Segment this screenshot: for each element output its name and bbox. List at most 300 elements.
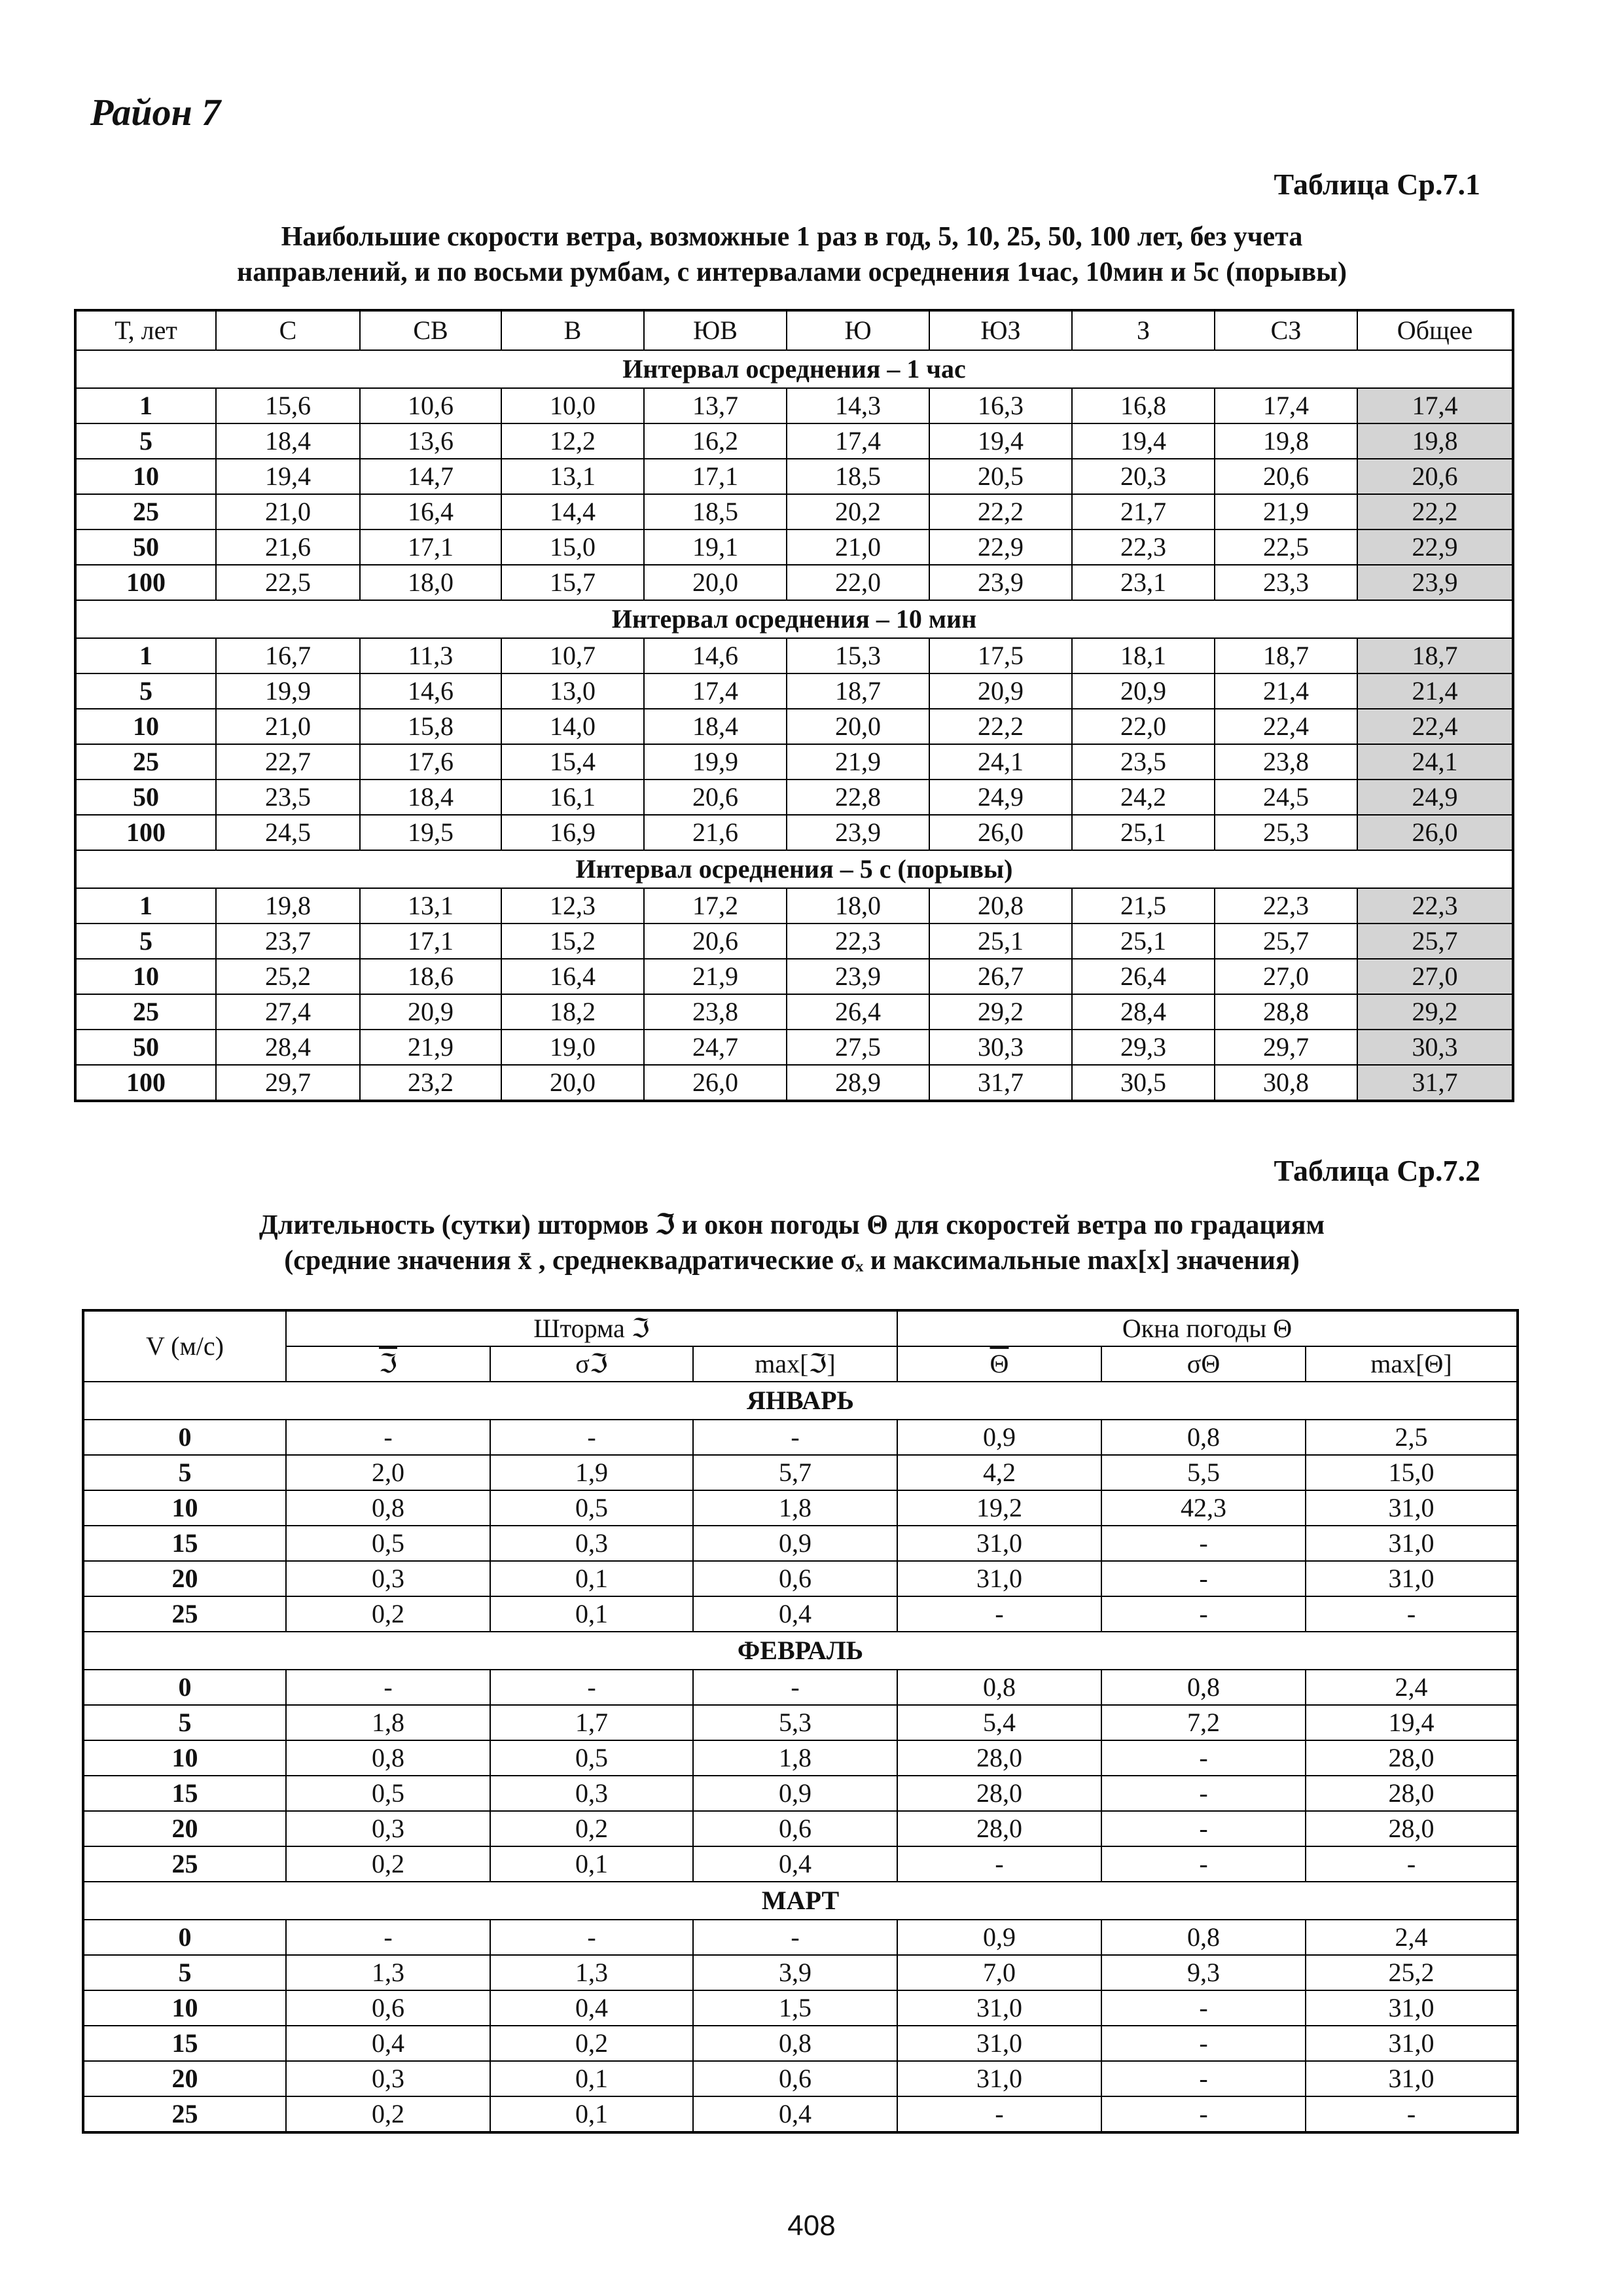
speed-cell: 24,9 [929, 780, 1072, 815]
duration-cell: - [286, 1920, 490, 1955]
speed-cell: 15,6 [216, 388, 360, 423]
duration-cell: 7,0 [897, 1955, 1101, 1990]
table1-header-row [75, 310, 1513, 350]
speed-cell: 17,6 [360, 744, 501, 780]
duration-cell: - [1101, 1740, 1306, 1776]
speed-cell: 23,5 [216, 780, 360, 815]
table-row [75, 529, 1513, 565]
speed-cell: 16,3 [929, 388, 1072, 423]
duration-cell: 31,0 [897, 2061, 1101, 2096]
storm-sigma-header: σℑ [490, 1346, 693, 1382]
storm-max-header: max[ℑ] [693, 1346, 897, 1382]
speed-cell: 30,5 [1072, 1065, 1215, 1101]
v-header: V (м/с) [83, 1310, 286, 1382]
speed-cell: 29,7 [216, 1065, 360, 1101]
period-cell: 50 [75, 780, 216, 815]
duration-cell: 0,8 [286, 1740, 490, 1776]
speed-cell: 24,5 [216, 815, 360, 850]
speed-cell: 20,6 [644, 924, 787, 959]
overall-cell: 19,8 [1357, 423, 1513, 459]
speed-cell: 27,4 [216, 994, 360, 1030]
duration-cell: 1,3 [490, 1955, 693, 1990]
speed-cell: 23,7 [216, 924, 360, 959]
table-row [75, 1030, 1513, 1065]
speed-cell: 18,7 [787, 673, 929, 709]
period-cell: 25 [75, 994, 216, 1030]
speed-cell: 22,8 [787, 780, 929, 815]
speed-cell: 18,1 [1072, 638, 1215, 673]
duration-cell: 0,2 [490, 2026, 693, 2061]
speed-cell: 17,4 [787, 423, 929, 459]
table-row [83, 2096, 1518, 2132]
speed-cell: 20,3 [1072, 459, 1215, 494]
speed-cell: 16,9 [501, 815, 644, 850]
duration-cell: 0,9 [693, 1526, 897, 1561]
duration-cell: 0,9 [897, 1420, 1101, 1455]
table-row [83, 1955, 1518, 1990]
duration-cell: - [1306, 2096, 1518, 2132]
speed-gradation-cell: 15 [83, 1526, 286, 1561]
speed-cell: 17,2 [644, 888, 787, 924]
speed-cell: 25,7 [1215, 924, 1357, 959]
table1-header-cell: В [501, 310, 644, 350]
speed-cell: 29,7 [1215, 1030, 1357, 1065]
window-max-header: max[Θ] [1306, 1346, 1518, 1382]
period-cell: 100 [75, 815, 216, 850]
section-title: Интервал осреднения – 10 мин [75, 600, 1513, 638]
duration-cell: - [1101, 1561, 1306, 1596]
table-row [75, 994, 1513, 1030]
speed-gradation-cell: 0 [83, 1420, 286, 1455]
duration-cell: 0,5 [286, 1776, 490, 1811]
speed-cell: 23,1 [1072, 565, 1215, 600]
duration-cell: 0,1 [490, 1846, 693, 1882]
speed-gradation-cell: 5 [83, 1955, 286, 1990]
duration-cell: - [693, 1670, 897, 1705]
speed-cell: 10,6 [360, 388, 501, 423]
speed-cell: 19,4 [929, 423, 1072, 459]
table-row [83, 1596, 1518, 1632]
duration-cell: - [1101, 1811, 1306, 1846]
speed-cell: 28,9 [787, 1065, 929, 1101]
speed-cell: 19,5 [360, 815, 501, 850]
table-row [75, 959, 1513, 994]
table1-header-cell: З [1072, 310, 1215, 350]
speed-cell: 17,1 [360, 529, 501, 565]
duration-cell: - [897, 1596, 1101, 1632]
speed-cell: 22,0 [787, 565, 929, 600]
period-cell: 100 [75, 565, 216, 600]
period-cell: 5 [75, 423, 216, 459]
table1-header-cell: ЮЗ [929, 310, 1072, 350]
duration-cell: 5,5 [1101, 1455, 1306, 1490]
duration-cell: 31,0 [897, 2026, 1101, 2061]
speed-cell: 18,4 [644, 709, 787, 744]
duration-cell: 28,0 [1306, 1740, 1518, 1776]
overall-cell: 21,4 [1357, 673, 1513, 709]
overall-cell: 31,7 [1357, 1065, 1513, 1101]
table1-caption-line2: направлений, и по восьми румбам, с интервалами осреднения 1час, 10мин и 5с (порывы) [237, 257, 1347, 287]
duration-cell: 2,5 [1306, 1420, 1518, 1455]
month-title: ЯНВАРЬ [83, 1382, 1518, 1420]
speed-cell: 10,7 [501, 638, 644, 673]
table-row [83, 1740, 1518, 1776]
speed-cell: 20,9 [1072, 673, 1215, 709]
speed-cell: 23,5 [1072, 744, 1215, 780]
duration-cell: 4,2 [897, 1455, 1101, 1490]
speed-cell: 29,3 [1072, 1030, 1215, 1065]
speed-cell: 13,0 [501, 673, 644, 709]
overall-cell: 17,4 [1357, 388, 1513, 423]
speed-cell: 15,2 [501, 924, 644, 959]
speed-cell: 20,9 [360, 994, 501, 1030]
duration-cell: - [1101, 1596, 1306, 1632]
speed-cell: 17,4 [644, 673, 787, 709]
duration-cell: 3,9 [693, 1955, 897, 1990]
speed-cell: 20,6 [1215, 459, 1357, 494]
duration-cell: 2,0 [286, 1455, 490, 1490]
speed-cell: 19,9 [216, 673, 360, 709]
speed-cell: 21,9 [787, 744, 929, 780]
speed-cell: 25,2 [216, 959, 360, 994]
period-cell: 25 [75, 744, 216, 780]
speed-cell: 19,9 [644, 744, 787, 780]
table2-subheader-row [83, 1346, 1518, 1382]
month-row [83, 1882, 1518, 1920]
speed-cell: 12,3 [501, 888, 644, 924]
speed-cell: 21,9 [644, 959, 787, 994]
duration-cell: 19,2 [897, 1490, 1101, 1526]
speed-cell: 16,7 [216, 638, 360, 673]
speed-cell: 14,7 [360, 459, 501, 494]
period-cell: 10 [75, 959, 216, 994]
table-row [83, 1670, 1518, 1705]
storm-mean-header: ℑ [286, 1346, 490, 1382]
month-title: МАРТ [83, 1882, 1518, 1920]
speed-cell: 28,4 [1072, 994, 1215, 1030]
speed-cell: 23,8 [1215, 744, 1357, 780]
duration-cell: 0,1 [490, 2096, 693, 2132]
table1-header-cell: Общее [1357, 310, 1513, 350]
overall-cell: 25,7 [1357, 924, 1513, 959]
speed-cell: 15,7 [501, 565, 644, 600]
duration-cell: 1,3 [286, 1955, 490, 1990]
period-cell: 50 [75, 529, 216, 565]
speed-cell: 10,0 [501, 388, 644, 423]
duration-cell: - [897, 1846, 1101, 1882]
table2-id-label: Таблица Ср.7.2 [1274, 1154, 1480, 1187]
speed-cell: 16,8 [1072, 388, 1215, 423]
duration-cell: 31,0 [897, 1561, 1101, 1596]
duration-cell: 1,8 [286, 1705, 490, 1740]
month-title: ФЕВРАЛЬ [83, 1632, 1518, 1670]
duration-cell: 31,0 [1306, 1526, 1518, 1561]
table1-section-row [75, 850, 1513, 888]
duration-cell: - [286, 1420, 490, 1455]
duration-cell: 2,4 [1306, 1670, 1518, 1705]
overall-cell: 20,6 [1357, 459, 1513, 494]
speed-gradation-cell: 20 [83, 1811, 286, 1846]
table2-caption-line2: (средние значения x̄ , среднеквадратические σₓ и максимальные max[x] значения) [284, 1246, 1300, 1276]
speed-cell: 17,1 [644, 459, 787, 494]
speed-cell: 18,0 [787, 888, 929, 924]
speed-cell: 20,9 [929, 673, 1072, 709]
speed-cell: 15,4 [501, 744, 644, 780]
duration-cell: - [1101, 1776, 1306, 1811]
duration-cell: - [1101, 2096, 1306, 2132]
table2-caption [79, 1208, 1505, 1278]
table2-caption-line1: Длительность (сутки) штормов ℑ и окон погоды Θ для скоростей ветра по градациям [259, 1210, 1325, 1240]
duration-cell: 5,7 [693, 1455, 897, 1490]
table1-id-label: Таблица Ср.7.1 [1274, 168, 1480, 201]
speed-cell: 20,0 [787, 709, 929, 744]
duration-cell: 31,0 [897, 1990, 1101, 2026]
speed-gradation-cell: 10 [83, 1740, 286, 1776]
speed-cell: 21,9 [360, 1030, 501, 1065]
table1-caption [79, 219, 1505, 290]
speed-cell: 23,9 [787, 959, 929, 994]
page-number: 408 [787, 2210, 836, 2242]
duration-cell: - [1306, 1596, 1518, 1632]
overall-cell: 22,9 [1357, 529, 1513, 565]
duration-cell: 0,2 [490, 1811, 693, 1846]
speed-cell: 31,7 [929, 1065, 1072, 1101]
duration-cell: 28,0 [897, 1811, 1101, 1846]
table1-header-cell: ЮВ [644, 310, 787, 350]
speed-cell: 19,4 [1072, 423, 1215, 459]
duration-cell: 0,6 [693, 1561, 897, 1596]
speed-cell: 13,7 [644, 388, 787, 423]
speed-cell: 13,6 [360, 423, 501, 459]
duration-cell: - [1101, 2061, 1306, 2096]
duration-cell: 0,4 [693, 1596, 897, 1632]
speed-cell: 19,8 [216, 888, 360, 924]
speed-cell: 23,8 [644, 994, 787, 1030]
speed-cell: 23,9 [929, 565, 1072, 600]
duration-cell: 0,5 [490, 1740, 693, 1776]
speed-cell: 23,2 [360, 1065, 501, 1101]
duration-cell: - [490, 1420, 693, 1455]
speed-cell: 26,7 [929, 959, 1072, 994]
speed-cell: 21,6 [644, 815, 787, 850]
speed-cell: 11,3 [360, 638, 501, 673]
speed-cell: 22,3 [1215, 888, 1357, 924]
window-header: Окна погоды Θ [897, 1310, 1518, 1346]
speed-cell: 18,2 [501, 994, 644, 1030]
speed-gradation-cell: 5 [83, 1705, 286, 1740]
duration-cell: 0,3 [286, 1561, 490, 1596]
section-title: Интервал осреднения – 1 час [75, 350, 1513, 388]
speed-cell: 19,4 [216, 459, 360, 494]
speed-cell: 25,1 [1072, 924, 1215, 959]
speed-cell: 25,1 [929, 924, 1072, 959]
duration-cell: 0,8 [1101, 1670, 1306, 1705]
duration-cell: 0,8 [1101, 1920, 1306, 1955]
speed-gradation-cell: 20 [83, 1561, 286, 1596]
table1-caption-line1: Наибольшие скорости ветра, возможные 1 раз в год, 5, 10, 25, 50, 100 лет, без учета [281, 222, 1303, 252]
speed-cell: 22,3 [1072, 529, 1215, 565]
speed-gradation-cell: 10 [83, 1990, 286, 2026]
duration-cell: 28,0 [1306, 1776, 1518, 1811]
speed-cell: 24,7 [644, 1030, 787, 1065]
speed-cell: 20,8 [929, 888, 1072, 924]
duration-cell: 31,0 [1306, 1990, 1518, 2026]
duration-cell: 0,8 [1101, 1420, 1306, 1455]
speed-cell: 20,0 [644, 565, 787, 600]
table-row [75, 744, 1513, 780]
speed-cell: 22,5 [216, 565, 360, 600]
speed-cell: 22,9 [929, 529, 1072, 565]
duration-cell: 5,4 [897, 1705, 1101, 1740]
speed-cell: 17,1 [360, 924, 501, 959]
table1-section-row [75, 350, 1513, 388]
duration-cell: 25,2 [1306, 1955, 1518, 1990]
overall-cell: 26,0 [1357, 815, 1513, 850]
period-cell: 1 [75, 888, 216, 924]
duration-cell: 0,3 [490, 1776, 693, 1811]
speed-cell: 21,6 [216, 529, 360, 565]
overall-cell: 30,3 [1357, 1030, 1513, 1065]
speed-cell: 30,3 [929, 1030, 1072, 1065]
duration-cell: 2,4 [1306, 1920, 1518, 1955]
table-row [75, 815, 1513, 850]
overall-cell: 29,2 [1357, 994, 1513, 1030]
table1-header-cell: Ю [787, 310, 929, 350]
duration-cell: 0,8 [897, 1670, 1101, 1705]
speed-cell: 14,3 [787, 388, 929, 423]
period-cell: 1 [75, 388, 216, 423]
speed-cell: 18,7 [1215, 638, 1357, 673]
duration-cell: 0,6 [693, 1811, 897, 1846]
speed-cell: 16,1 [501, 780, 644, 815]
speed-gradation-cell: 25 [83, 2096, 286, 2132]
speed-gradation-cell: 5 [83, 1455, 286, 1490]
speed-cell: 18,6 [360, 959, 501, 994]
duration-cell: 0,3 [286, 2061, 490, 2096]
speed-cell: 14,4 [501, 494, 644, 529]
duration-cell: - [1306, 1846, 1518, 1882]
table-row [83, 1561, 1518, 1596]
duration-cell: - [897, 2096, 1101, 2132]
speed-gradation-cell: 15 [83, 2026, 286, 2061]
period-cell: 100 [75, 1065, 216, 1101]
duration-cell: 0,4 [693, 1846, 897, 1882]
table-row [75, 423, 1513, 459]
speed-cell: 19,0 [501, 1030, 644, 1065]
table-row [83, 2026, 1518, 2061]
duration-cell: 0,5 [286, 1526, 490, 1561]
duration-cell: 28,0 [897, 1740, 1101, 1776]
table1-header-cell: Т, лет [75, 310, 216, 350]
duration-cell: - [693, 1420, 897, 1455]
table-row [75, 709, 1513, 744]
speed-cell: 15,3 [787, 638, 929, 673]
speed-cell: 24,1 [929, 744, 1072, 780]
overall-cell: 22,2 [1357, 494, 1513, 529]
speed-cell: 20,6 [644, 780, 787, 815]
speed-cell: 28,8 [1215, 994, 1357, 1030]
duration-cell: - [693, 1920, 897, 1955]
duration-cell: 0,1 [490, 2061, 693, 2096]
duration-cell: 0,3 [490, 1526, 693, 1561]
duration-cell: - [1101, 1990, 1306, 2026]
duration-cell: - [1101, 1846, 1306, 1882]
duration-cell: 31,0 [1306, 2061, 1518, 2096]
duration-cell: 0,2 [286, 1846, 490, 1882]
duration-cell: 0,5 [490, 1490, 693, 1526]
speed-cell: 18,4 [360, 780, 501, 815]
duration-cell: 0,6 [693, 2061, 897, 2096]
speed-cell: 16,2 [644, 423, 787, 459]
duration-cell: 1,5 [693, 1990, 897, 2026]
period-cell: 5 [75, 673, 216, 709]
table-row [83, 2061, 1518, 2096]
table-row [75, 1065, 1513, 1101]
period-cell: 10 [75, 459, 216, 494]
table-row [75, 888, 1513, 924]
duration-cell: 0,9 [897, 1920, 1101, 1955]
speed-cell: 24,5 [1215, 780, 1357, 815]
speed-cell: 21,7 [1072, 494, 1215, 529]
table1-header-cell: С [216, 310, 360, 350]
table-row [83, 1526, 1518, 1561]
table-row [83, 1920, 1518, 1955]
speed-gradation-cell: 25 [83, 1596, 286, 1632]
window-sigma-header: σΘ [1101, 1346, 1306, 1382]
speed-cell: 21,0 [216, 494, 360, 529]
speed-cell: 20,5 [929, 459, 1072, 494]
speed-cell: 21,5 [1072, 888, 1215, 924]
duration-cell: 0,4 [286, 2026, 490, 2061]
speed-cell: 20,2 [787, 494, 929, 529]
table-row [83, 1846, 1518, 1882]
speed-cell: 25,3 [1215, 815, 1357, 850]
speed-cell: 16,4 [501, 959, 644, 994]
duration-cell: 1,7 [490, 1705, 693, 1740]
duration-cell: 9,3 [1101, 1955, 1306, 1990]
speed-cell: 21,4 [1215, 673, 1357, 709]
speed-cell: 22,4 [1215, 709, 1357, 744]
speed-cell: 28,4 [216, 1030, 360, 1065]
duration-cell: 0,8 [693, 2026, 897, 2061]
speed-cell: 18,5 [644, 494, 787, 529]
duration-cell: 1,8 [693, 1490, 897, 1526]
speed-cell: 21,0 [216, 709, 360, 744]
speed-cell: 22,3 [787, 924, 929, 959]
speed-cell: 14,6 [360, 673, 501, 709]
speed-cell: 12,2 [501, 423, 644, 459]
speed-cell: 19,8 [1215, 423, 1357, 459]
overall-cell: 24,1 [1357, 744, 1513, 780]
month-row [83, 1382, 1518, 1420]
speed-cell: 22,2 [929, 494, 1072, 529]
period-cell: 5 [75, 924, 216, 959]
speed-cell: 26,4 [787, 994, 929, 1030]
speed-cell: 15,0 [501, 529, 644, 565]
table-row [75, 565, 1513, 600]
speed-cell: 22,2 [929, 709, 1072, 744]
speed-cell: 17,5 [929, 638, 1072, 673]
overall-cell: 22,4 [1357, 709, 1513, 744]
speed-cell: 23,3 [1215, 565, 1357, 600]
table-row [75, 388, 1513, 423]
duration-cell: 1,9 [490, 1455, 693, 1490]
table2-group-header-row [83, 1310, 1518, 1346]
speed-cell: 18,4 [216, 423, 360, 459]
duration-cell: 0,1 [490, 1561, 693, 1596]
period-cell: 50 [75, 1030, 216, 1065]
speed-cell: 13,1 [360, 888, 501, 924]
